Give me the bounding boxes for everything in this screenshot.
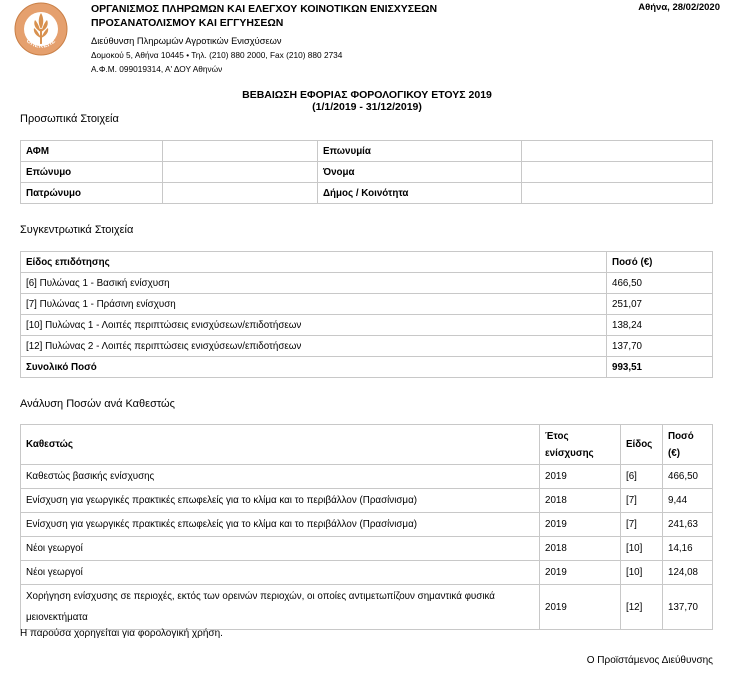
surname-value xyxy=(163,162,318,183)
breakdown-year-cell: 2019 xyxy=(540,513,621,537)
address: Δομοκού 5, Αθήνα 10445 • Τηλ. (210) 880 2000, Fax (210) 880 2734 xyxy=(91,50,343,61)
breakdown-year-cell: 2019 xyxy=(540,585,621,630)
certificate-period: (1/1/2019 - 31/12/2019) xyxy=(312,101,422,113)
name-value xyxy=(522,162,713,183)
breakdown-col-scheme: Καθεστώς xyxy=(21,425,540,465)
breakdown-amount-cell: 137,70 xyxy=(663,585,713,630)
breakdown-scheme-cell: Νέοι γεωργοί xyxy=(21,561,540,585)
breakdown-scheme-cell: Ενίσχυση για γεωργικές πρακτικές επωφελείς για το κλίμα και το περιβάλλον (Πρασίνισμα) xyxy=(21,489,540,513)
father-name-label: Πατρώνυμο xyxy=(21,183,163,204)
org-name-line2: ΠΡΟΣΑΝΑΤΟΛΙΣΜΟΥ ΚΑΙ ΕΓΓΥΗΣΕΩΝ xyxy=(91,17,284,29)
breakdown-amount-cell: 9,44 xyxy=(663,489,713,513)
breakdown-amount-cell: 14,16 xyxy=(663,537,713,561)
breakdown-amount-cell: 241,63 xyxy=(663,513,713,537)
certificate-title xyxy=(0,89,734,113)
breakdown-row xyxy=(21,465,713,489)
afm-value xyxy=(163,141,318,162)
breakdown-col-kind: Είδος xyxy=(621,425,663,465)
breakdown-kind-cell: [7] xyxy=(621,513,663,537)
breakdown-scheme-cell: Καθεστώς βασικής ενίσχυσης xyxy=(21,465,540,489)
breakdown-row xyxy=(21,489,713,513)
breakdown-row xyxy=(21,561,713,585)
certificate-title-main: ΒΕΒΑΙΩΣΗ ΕΦΟΡΙΑΣ ΦΟΡΟΛΟΓΙΚΟΥ ΕΤΟΥΣ 2019 xyxy=(242,89,492,101)
summary-row xyxy=(21,336,713,357)
breakdown-col-amount-line2: (€) xyxy=(668,447,680,459)
father-name-value xyxy=(163,183,318,204)
municipality-label: Δήμος / Κοινότητα xyxy=(318,183,522,204)
breakdown-kind-cell: [6] xyxy=(621,465,663,489)
breakdown-year-cell: 2019 xyxy=(540,561,621,585)
summary-row xyxy=(21,315,713,336)
summary-total-amount: 993,51 xyxy=(607,357,713,378)
document-date: Αθήνα, 28/02/2020 xyxy=(638,2,720,13)
summary-col-amount: Ποσό (€) xyxy=(607,252,713,273)
breakdown-year-cell: 2018 xyxy=(540,537,621,561)
company-value xyxy=(522,141,713,162)
breakdown-table xyxy=(20,424,713,630)
breakdown-amount-cell: 466,50 xyxy=(663,465,713,489)
breakdown-scheme-cell: Ενίσχυση για γεωργικές πρακτικές επωφελείς για το κλίμα και το περιβάλλον (Πρασίνισμα) xyxy=(21,513,540,537)
signature-title: Ο Προϊστάμενος Διεύθυνσης xyxy=(586,655,713,666)
breakdown-year-cell: 2019 xyxy=(540,465,621,489)
breakdown-row xyxy=(21,513,713,537)
directorate: Διεύθυνση Πληρωμών Αγροτικών Ενισχύσεων xyxy=(91,36,282,46)
summary-total-label: Συνολικό Ποσό xyxy=(21,357,607,378)
breakdown-row xyxy=(21,537,713,561)
summary-amount-cell: 138,24 xyxy=(607,315,713,336)
summary-type-cell: [12] Πυλώνας 2 - Λοιπές περιπτώσεις ενισχύσεων/επιδοτήσεων xyxy=(21,336,607,357)
name-label: Όνομα xyxy=(318,162,522,183)
personal-info-heading: Προσωπικά Στοιχεία xyxy=(20,113,119,125)
breakdown-kind-cell: [10] xyxy=(621,537,663,561)
summary-col-type: Είδος επιδότησης xyxy=(21,252,607,273)
breakdown-heading: Ανάλυση Ποσών ανά Καθεστώς xyxy=(20,398,175,410)
breakdown-scheme-cell: Νέοι γεωργοί xyxy=(21,537,540,561)
breakdown-row xyxy=(21,585,713,630)
personal-info-table xyxy=(20,140,713,204)
breakdown-col-amount xyxy=(663,425,713,465)
tax-id: Α.Φ.Μ. 099019314, Α' ΔΟΥ Αθηνών xyxy=(91,64,223,75)
summary-row xyxy=(21,273,713,294)
surname-label: Επώνυμο xyxy=(21,162,163,183)
svg-text:ΟΠΕΚΕΠΕ: ΟΠΕΚΕΠΕ xyxy=(24,38,58,50)
breakdown-year-cell: 2018 xyxy=(540,489,621,513)
summary-type-cell: [6] Πυλώνας 1 - Βασική ενίσχυση xyxy=(21,273,607,294)
summary-heading: Συγκεντρωτικά Στοιχεία xyxy=(20,224,134,236)
afm-label: ΑΦΜ xyxy=(21,141,163,162)
summary-row xyxy=(21,294,713,315)
breakdown-col-year xyxy=(540,425,621,465)
summary-amount-cell: 466,50 xyxy=(607,273,713,294)
company-label: Επωνυμία xyxy=(318,141,522,162)
breakdown-kind-cell: [7] xyxy=(621,489,663,513)
breakdown-col-year-line1: Έτος xyxy=(545,430,569,442)
breakdown-scheme-cell: Χορήγηση ενίσχυσης σε περιοχές, εκτός των ορεινών περιοχών, οι οποίες αντιμετωπίζουν σημαντικά φυσικά μειονεκτήματα xyxy=(21,585,540,630)
org-name-line1: ΟΡΓΑΝΙΣΜΟΣ ΠΛΗΡΩΜΩΝ ΚΑΙ ΕΛΕΓΧΟΥ ΚΟΙΝΟΤΙΚΩΝ ΕΝΙΣΧΥΣΕΩΝ xyxy=(91,3,438,15)
summary-table xyxy=(20,251,713,378)
summary-amount-cell: 251,07 xyxy=(607,294,713,315)
breakdown-col-amount-line1: Ποσό xyxy=(668,430,694,442)
opekepe-logo xyxy=(14,2,68,56)
breakdown-kind-cell: [12] xyxy=(621,585,663,630)
organization-name xyxy=(91,2,437,30)
breakdown-amount-cell: 124,08 xyxy=(663,561,713,585)
summary-amount-cell: 137,70 xyxy=(607,336,713,357)
summary-type-cell: [7] Πυλώνας 1 - Πράσινη ενίσχυση xyxy=(21,294,607,315)
usage-note: Η παρούσα χορηγείται για φορολογική χρήση. xyxy=(20,628,223,639)
municipality-value xyxy=(522,183,713,204)
organization-details xyxy=(91,34,342,77)
breakdown-kind-cell: [10] xyxy=(621,561,663,585)
summary-type-cell: [10] Πυλώνας 1 - Λοιπές περιπτώσεις ενισχύσεων/επιδοτήσεων xyxy=(21,315,607,336)
breakdown-col-year-line2: ενίσχυσης xyxy=(545,447,594,459)
